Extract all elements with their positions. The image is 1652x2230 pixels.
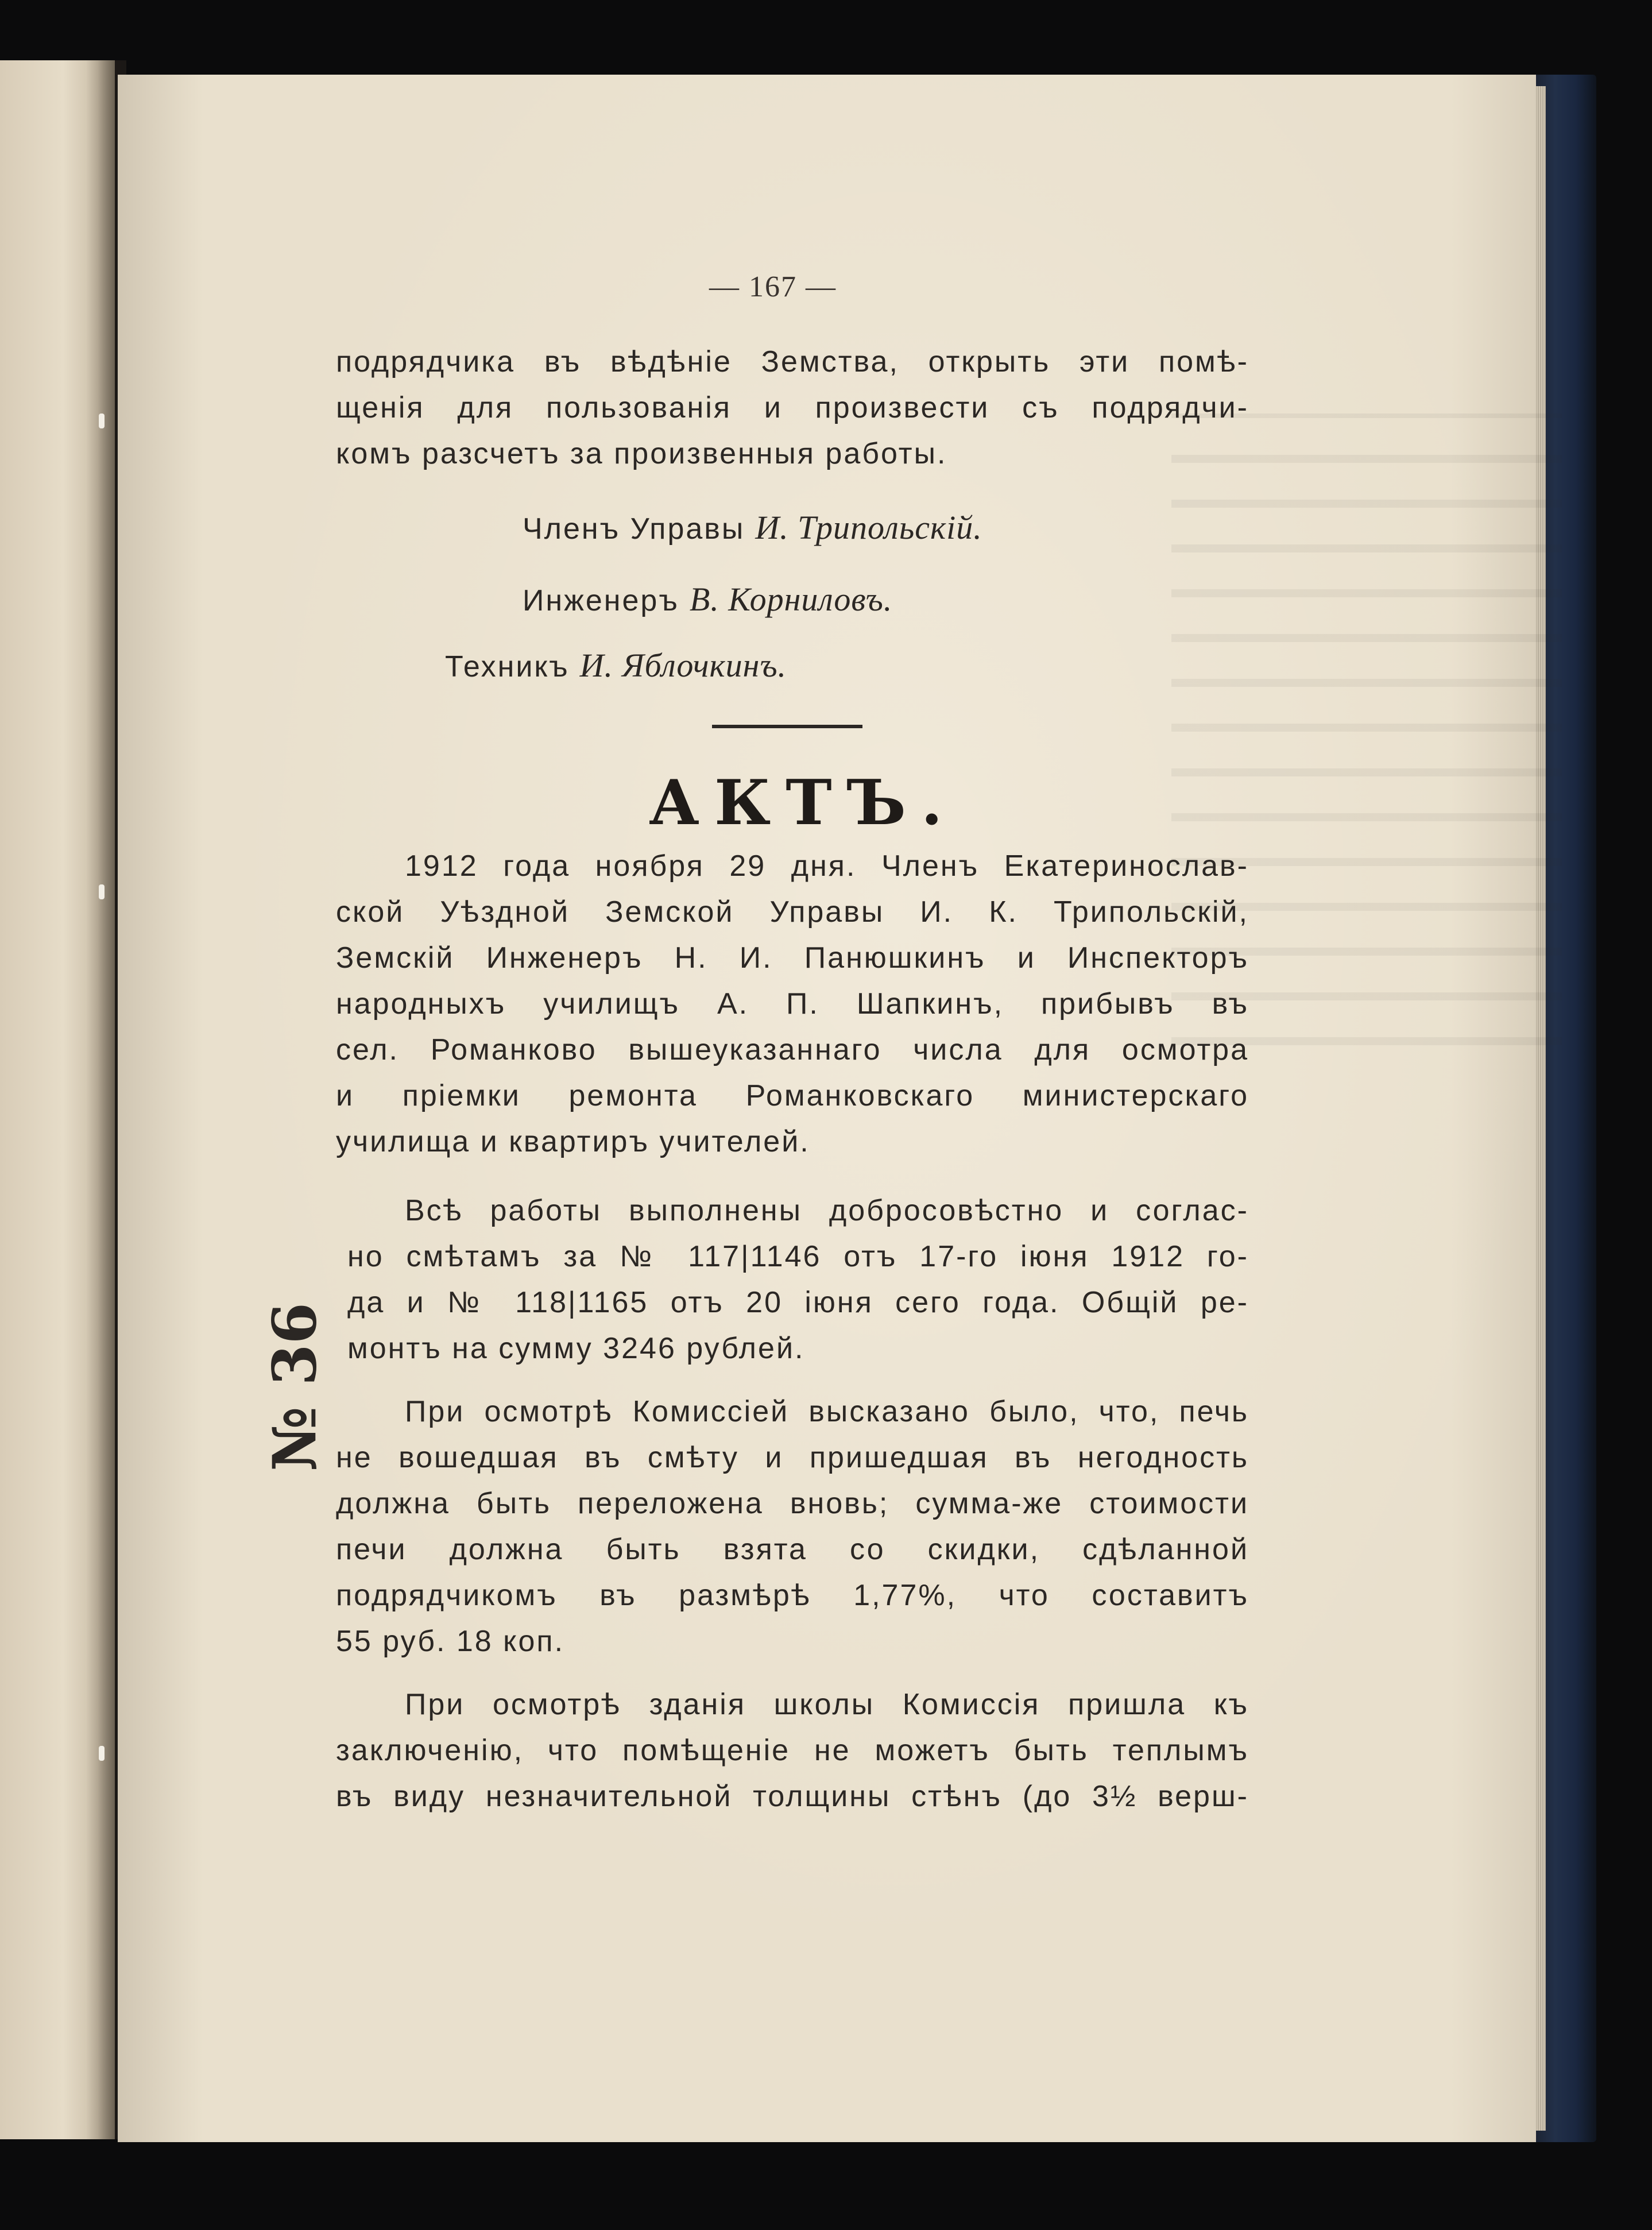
text-line: ской Уѣздной Земской Управы И. К. Трипольскій, bbox=[336, 895, 1249, 929]
text-line: Всѣ работы выполнены добросовѣстно и соглас- bbox=[405, 1194, 1249, 1227]
signature-name: И. Трипольскій. bbox=[755, 509, 982, 546]
signature-line bbox=[523, 580, 892, 619]
text-line: 55 руб. 18 коп. bbox=[336, 1625, 565, 1658]
text-line: Земскій Инженеръ Н. И. Панюшкинъ и Инспекторъ bbox=[336, 941, 1249, 975]
page-stack-edge bbox=[1534, 86, 1546, 2131]
page-number: — 167 — bbox=[709, 270, 837, 303]
signature-role: Членъ Управы bbox=[523, 512, 745, 546]
signature-line bbox=[523, 508, 982, 547]
text-line: печи должна быть взята со скидки, сдѣланной bbox=[336, 1533, 1249, 1566]
signature-name: В. Корниловъ. bbox=[689, 581, 893, 618]
text-line: не вошедшая въ смѣту и пришедшая въ негодность bbox=[336, 1441, 1249, 1474]
signature-line bbox=[445, 646, 787, 685]
stitch-mark bbox=[99, 413, 105, 428]
text-line: училища и квартиръ учителей. bbox=[336, 1125, 810, 1158]
text-line: При осмотрѣ Комиссіей высказано было, что, печь bbox=[405, 1395, 1249, 1428]
text-line: и пріемки ремонта Романковскаго министерскаго bbox=[336, 1079, 1249, 1112]
stitch-mark bbox=[99, 884, 105, 899]
section-divider bbox=[712, 725, 862, 728]
text-line: заключенію, что помѣщеніе не можетъ быть теплымъ bbox=[336, 1734, 1249, 1767]
text-line: щенія для пользованія и произвести съ подрядчи- bbox=[336, 391, 1249, 424]
signature-role: Инженеръ bbox=[523, 584, 679, 617]
section-heading: АКТЪ. bbox=[649, 767, 958, 839]
text-line: При осмотрѣ зданія школы Комиссія пришла къ bbox=[405, 1688, 1249, 1721]
stitch-mark bbox=[99, 1746, 105, 1761]
signature-name: И. Яблочкинъ. bbox=[579, 647, 787, 684]
text-line: монтъ на сумму 3246 рублей. bbox=[347, 1332, 805, 1365]
side-number-text: № 36 bbox=[259, 1303, 330, 1471]
signature-role: Техникъ bbox=[445, 650, 570, 683]
text-line: въ виду незначительной толщины стѣнъ (до 3½ верш- bbox=[336, 1780, 1249, 1813]
text-line: народныхъ училищъ А. П. Шапкинъ, прибывъ въ bbox=[336, 987, 1249, 1021]
text-line: но смѣтамъ за № 117|1146 отъ 17-го іюня 1912 го- bbox=[347, 1240, 1249, 1273]
text-line: 1912 года ноября 29 дня. Членъ Екатеринослав- bbox=[405, 849, 1249, 883]
text-line: комъ разсчетъ за произвенныя работы. bbox=[336, 437, 947, 470]
text-line: сел. Романково вышеуказаннаго числа для осмотра bbox=[336, 1033, 1249, 1066]
text-line: подрядчика въ вѣдѣніе Земства, открыть эти помѣ- bbox=[336, 345, 1249, 378]
text-line: подрядчикомъ въ размѣрѣ 1,77%, что составитъ bbox=[336, 1579, 1249, 1612]
side-document-number bbox=[252, 1301, 338, 1473]
text-line: да и № 118|1165 отъ 20 іюня сего года. Общій ре- bbox=[347, 1286, 1249, 1319]
text-line: должна быть переложена вновь; сумма-же стоимости bbox=[336, 1487, 1249, 1520]
